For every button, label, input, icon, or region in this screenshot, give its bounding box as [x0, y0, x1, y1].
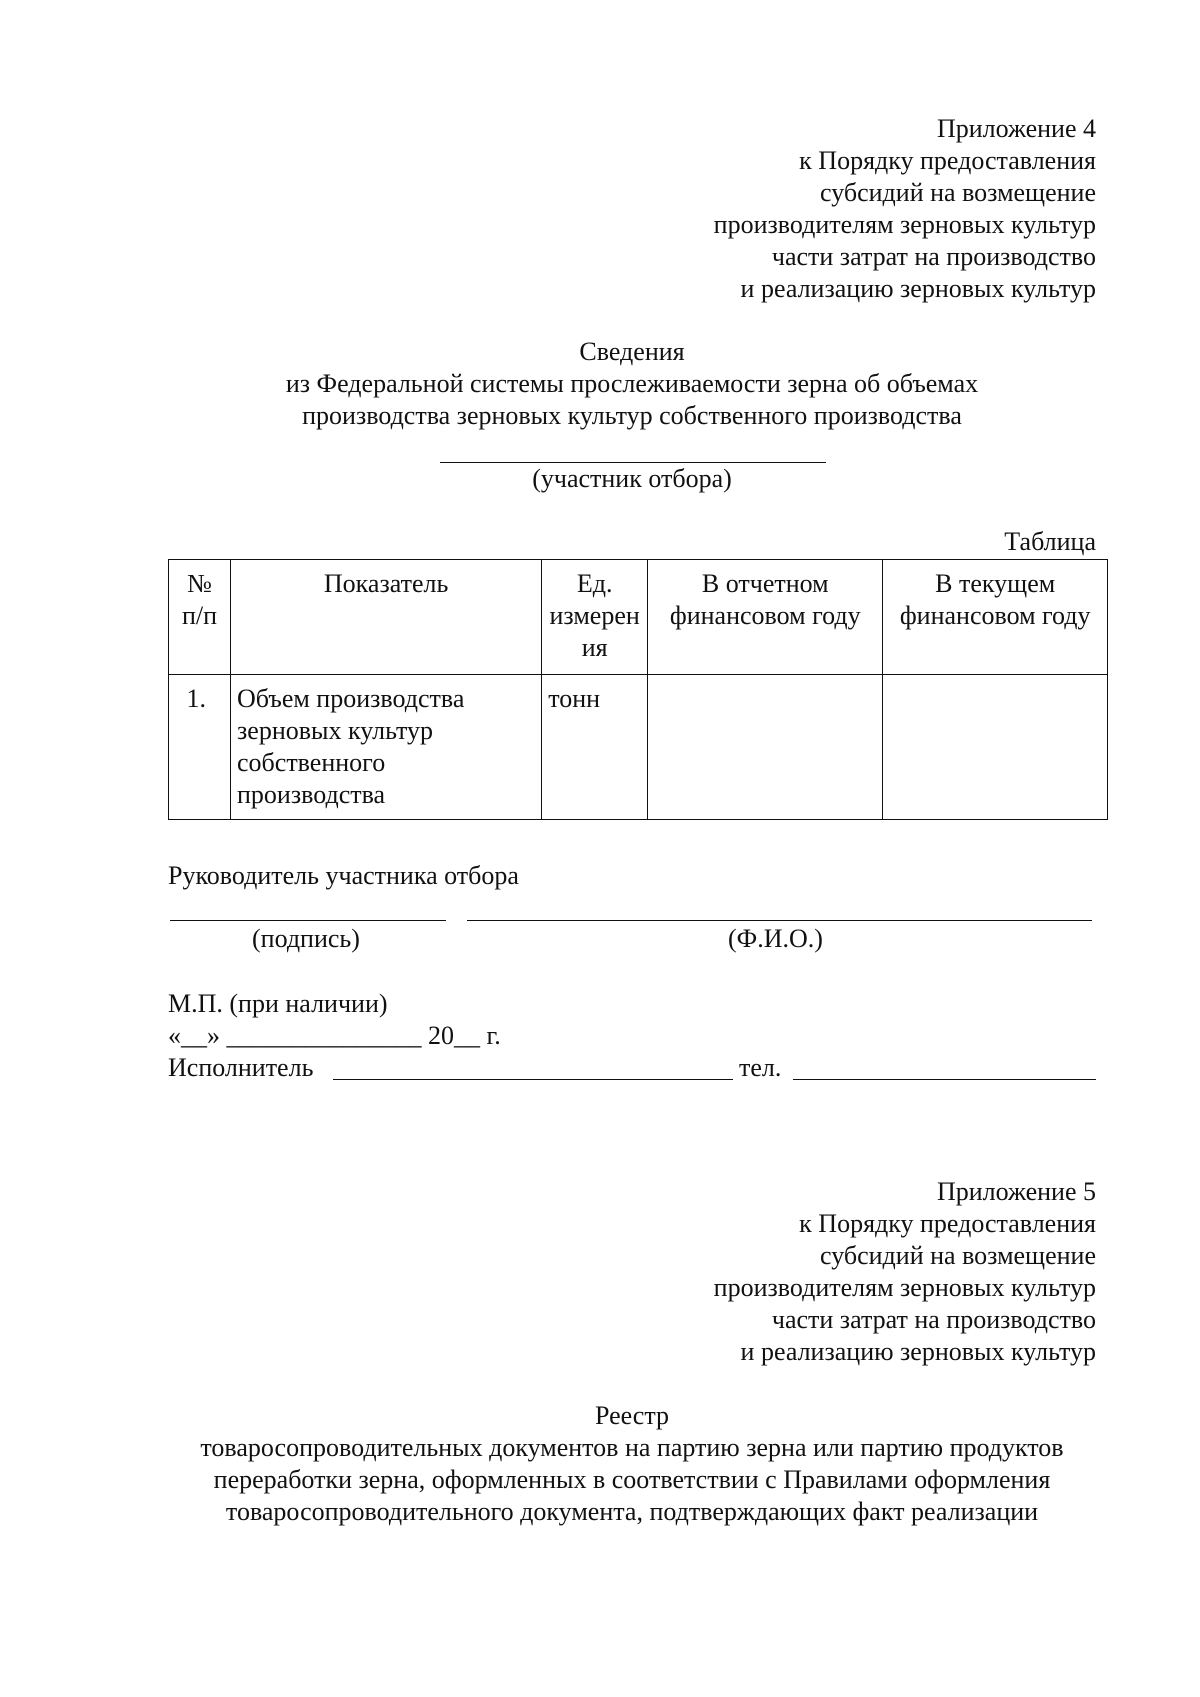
appendix-4-heading-line: субсидий на возмещение — [820, 178, 1096, 207]
header-cell-reporting-year — [648, 560, 883, 675]
registry-title: Реестр — [594, 1401, 670, 1430]
header-text: финансовом году — [899, 601, 1091, 630]
header-text: № — [187, 569, 212, 598]
head-label: Руководитель участника отбора — [168, 861, 519, 890]
row-reporting-year-value — [648, 675, 883, 820]
header-text: Показатель — [323, 569, 449, 598]
appendix-5-heading-line: части затрат на производство — [771, 1305, 1096, 1334]
stamp-label: М.П. (при наличии) — [168, 989, 388, 1018]
table-header-row — [169, 560, 1108, 675]
header-text: п/п — [181, 601, 218, 630]
appendix-4-title-block — [0, 336, 1200, 432]
document-subtitle-line: производства зерновых культур собственного производства — [302, 401, 962, 430]
appendix-5-heading-line: субсидий на возмещение — [820, 1241, 1096, 1270]
appendix-4-heading-line: части затрат на производство — [771, 242, 1096, 271]
appendix-5-title-block — [0, 1400, 1200, 1528]
participant-caption-block — [0, 463, 1200, 495]
indicator-text: Объем производства — [237, 684, 465, 713]
appendix-5-heading-line: и реализацию зерновых культур — [740, 1337, 1096, 1366]
row-unit: тонн — [542, 675, 648, 820]
table-row — [169, 675, 1108, 820]
phone-blank-line — [793, 1079, 1096, 1080]
registry-subtitle-line: товаросопроводительного документа, подтверждающих факт реализации — [225, 1497, 1039, 1526]
appendix-4-heading — [714, 113, 1096, 305]
indicators-table — [168, 559, 1108, 820]
signature-caption: (подпись) — [252, 924, 360, 953]
indicator-text: зерновых культур — [237, 716, 433, 745]
header-cell-current-year — [883, 560, 1108, 675]
executor-label: Исполнитель — [168, 1053, 314, 1082]
name-caption: (Ф.И.О.) — [728, 924, 823, 953]
phone-label: тел. — [739, 1053, 782, 1082]
header-text: ия — [581, 633, 608, 662]
header-text: финансовом году — [669, 601, 861, 630]
header-text: измерен — [549, 601, 640, 630]
participant-caption: (участник отбора) — [532, 464, 732, 493]
table-caption: Таблица — [1004, 527, 1096, 556]
row-current-year-value — [883, 675, 1108, 820]
appendix-5-heading-line: производителям зерновых культур — [713, 1273, 1096, 1302]
appendix-4-heading-line: Приложение 4 — [936, 114, 1096, 143]
header-cell-indicator — [231, 560, 542, 675]
name-blank-line — [467, 920, 1092, 921]
executor-blank-line — [333, 1079, 733, 1080]
document-subtitle-line: из Федеральной системы прослеживаемости зерна об объемах — [285, 369, 979, 398]
appendix-5-heading-line: Приложение 5 — [936, 1177, 1096, 1206]
indicator-text: производства — [237, 780, 386, 809]
appendix-4-heading-line: производителям зерновых культур — [713, 210, 1096, 239]
row-indicator — [231, 675, 542, 820]
header-cell-number — [169, 560, 231, 675]
header-text: В текущем — [935, 569, 1056, 598]
appendix-4-heading-line: к Порядку предоставления — [799, 146, 1096, 175]
appendix-5-heading-line: к Порядку предоставления — [799, 1209, 1096, 1238]
header-cell-unit — [542, 560, 648, 675]
appendix-4-heading-line: и реализацию зерновых культур — [740, 274, 1096, 303]
row-number: 1. — [169, 675, 231, 820]
header-text: В отчетном — [701, 569, 829, 598]
document-title: Сведения — [579, 337, 685, 366]
registry-subtitle-line: переработки зерна, оформленных в соответствии с Правилами оформления — [213, 1465, 1051, 1494]
registry-subtitle-line: товаросопроводительных документов на партию зерна или партию продуктов — [200, 1433, 1064, 1462]
header-text: Ед. — [576, 569, 613, 598]
signature-blank-line — [170, 920, 446, 921]
appendix-5-heading — [714, 1176, 1096, 1368]
date-line: «__» _______________ 20__ г. — [168, 1021, 501, 1050]
indicator-text: собственного — [237, 748, 386, 777]
